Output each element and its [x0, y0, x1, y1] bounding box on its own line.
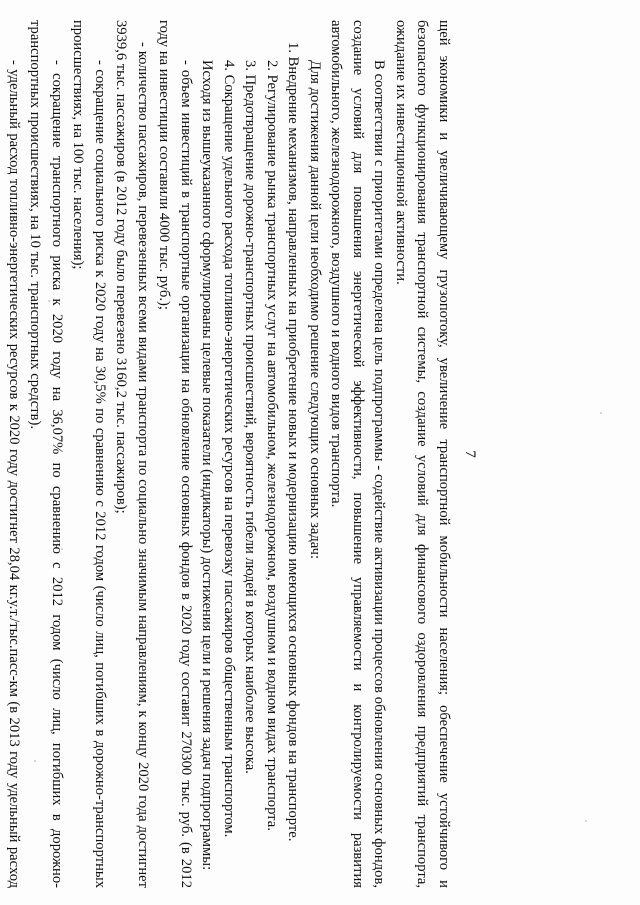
paragraph: щей экономики и увеличивающему грузопотоку, увеличение транспортной мобильности населения; обеспечение устойчивого и безопасного функционирования транспортной системы, создание условий для финансового оздоровления предприятий транспорта, ожидание их инвестиционной активности.: [393, 20, 452, 888]
list-item: - сокращение социального риска к 2020 году на 30,5% по сравнению с 2012 годом (число лиц, погибших в дорожно-транспортных происшествиях, на 100 тыс. населения);: [70, 20, 108, 888]
rotated-document: [6, 20, 626, 888]
list-item: - сокращение транспортного риска к 2020 году на 36,07% по сравнению с 2012 годом (число лиц, погибших в дорожно-транспортных происшествиях, на 10 тыс. транспортных средств).: [27, 20, 65, 888]
list-item: - количество пассажиров, перевезенных всеми видами транспорта по социально значимым направлениям, к концу 2020 года достигнет 3939,6 тыс. пассажиров (в 2012 году было перевезено 3160,2 тыс. пассажиров);: [113, 20, 151, 888]
paragraph: Исходя из вышеуказанного сформулированы целевые показатели (индикаторы) достижения цели и решения задач подпрограммы:: [199, 60, 216, 871]
list-item: 3. Предотвращение дорожно-транспортных происшествий, вероятность гибели людей в которых наиболее высока.: [242, 60, 259, 774]
document-body: [0, 20, 454, 888]
list-item: 2. Регулирование рынка транспортных услуг на автомобильном, железнодорожном, воздушном и водном видах транспорта.: [264, 60, 280, 831]
list-item: - удельный расход топливно-энергетических ресурсов к 2020 году достигнет 28,04 кг.у.т./тыс.пасс-км (в 2013 году удельный расход: [6, 60, 22, 888]
page-number: 7: [462, 450, 478, 458]
list-item: 4. Сокращение удельного расхода топливно-энергетических ресурсов на перевозку пассажиров общественным транспортом.: [221, 60, 237, 838]
paragraph: Для достижения данной цели необходимо решение следующих основных задач:: [307, 60, 323, 560]
paragraph: В соответствии с приоритетами определена цель подпрограммы - содействие активизации процессов обновления основных фондов, создание условий для повышения энергетической эффективности, повышение управляемости и контролируемости развития автомобильного, железнодорожного, воздушного и водного видов транспорта.: [328, 20, 388, 888]
list-item: - объем инвестиций в транспортные организации на обновление основных фондов в 2020 году составит 270300 тыс. руб. (в 2012 году на инвестиции составили 4000 тыс. руб.);: [156, 20, 194, 888]
list-item: 1. Внедрение механизмов, направленных на приобретение новых и модернизацию имеющихся основных фондов на транспорте.: [285, 42, 302, 842]
